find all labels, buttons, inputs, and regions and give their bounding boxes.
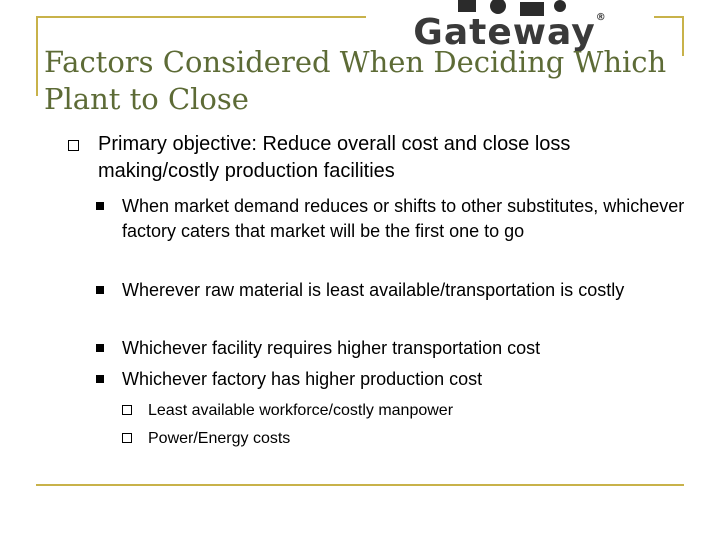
filled-square-bullet-icon: [96, 375, 104, 383]
hollow-square-bullet-icon: [122, 433, 132, 443]
bullet-production-cost: Whichever factory has higher production cost: [122, 369, 483, 389]
bottom-rule: [36, 484, 684, 486]
top-rule-right: [654, 16, 684, 18]
logo-registered-mark: ®: [595, 12, 607, 23]
bullet-transportation-cost: Whichever facility requires higher transportation cost: [122, 338, 541, 358]
filled-square-bullet-icon: [96, 286, 104, 294]
gateway-logo: [370, 0, 650, 53]
hollow-square-bullet-icon: [68, 140, 79, 151]
top-rule-left: [36, 16, 366, 18]
filled-square-bullet-icon: [96, 202, 104, 210]
slide-title: Factors Considered When Deciding Which Plant to Close: [44, 45, 667, 116]
bullet-workforce: Least available workforce/costly manpower: [148, 402, 454, 419]
bullet-raw-material: Wherever raw material is least available/transportation is costly: [122, 280, 625, 300]
hollow-square-bullet-icon: [122, 405, 132, 415]
left-rule: [36, 16, 38, 96]
bullet-market-demand: When market demand reduces or shifts to other substitutes, whichever factory caters that market will be the first one to go: [122, 196, 685, 241]
filled-square-bullet-icon: [96, 344, 104, 352]
logo-text: Gateway: [413, 12, 596, 53]
bullet-primary-objective: Primary objective: Reduce overall cost and close loss making/costly production facilities: [98, 133, 571, 182]
bullet-energy-costs: Power/Energy costs: [148, 430, 291, 447]
